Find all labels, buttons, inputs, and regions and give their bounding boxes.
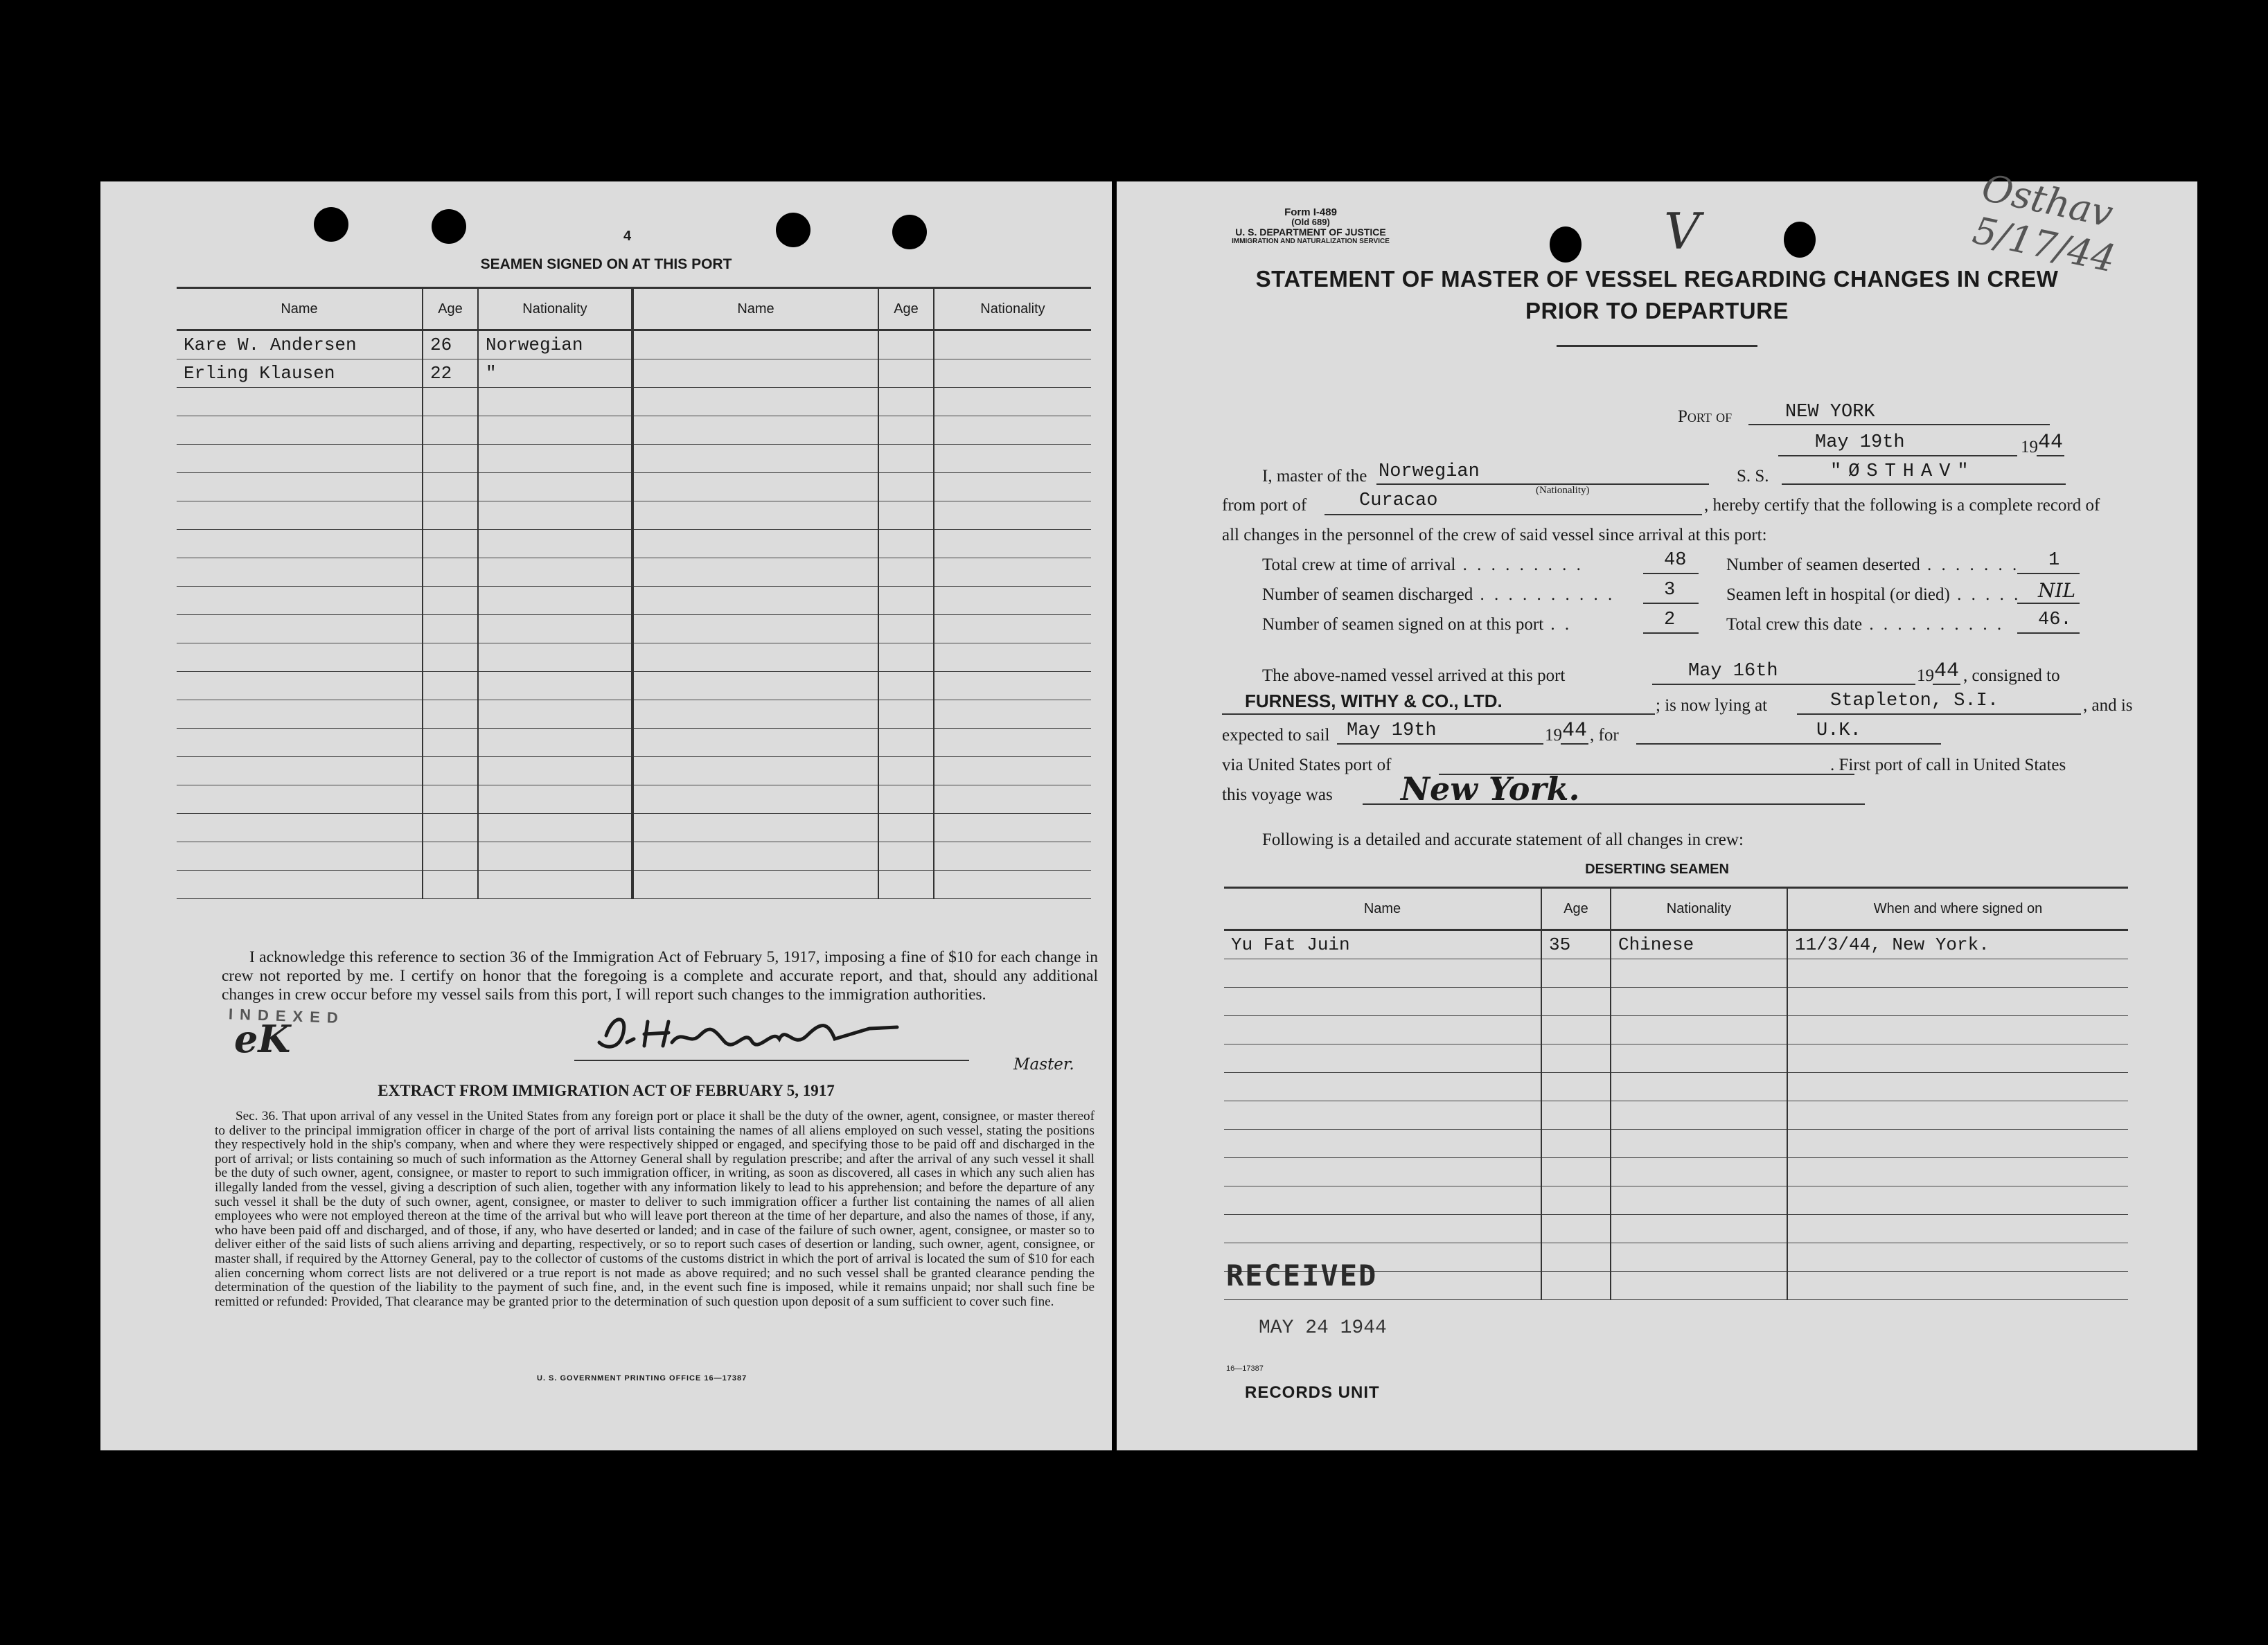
table-row: [1224, 959, 2128, 988]
table-cell: [632, 757, 878, 785]
table-row: [177, 700, 1091, 729]
table-cell: [934, 558, 1091, 587]
table-cell: [632, 416, 878, 445]
deserted-count: 1: [2048, 550, 2060, 571]
table-cell: [632, 672, 878, 700]
table-cell: [1611, 988, 1787, 1016]
from-port-label: from port of: [1222, 496, 1307, 515]
table-cell: [1787, 1186, 2128, 1215]
table-cell: [1541, 1044, 1611, 1073]
table-row: [177, 416, 1091, 445]
table-cell: [1611, 1130, 1787, 1158]
table-cell: 11/3/44, New York.: [1787, 930, 2128, 959]
table-cell: [1541, 1158, 1611, 1186]
table-cell: [423, 814, 478, 842]
table-cell: [177, 757, 423, 785]
table-cell: [934, 473, 1091, 501]
table-cell: [478, 388, 632, 416]
total-today-row: Total crew this date . . . . . . . . . .: [1726, 615, 2005, 634]
table-cell: [177, 700, 423, 729]
table-cell: [878, 785, 934, 814]
table-cell: [478, 871, 632, 899]
table-cell: [632, 615, 878, 643]
column-header: Name: [632, 288, 878, 330]
table-cell: [1787, 1243, 2128, 1272]
column-header: Nationality: [1611, 888, 1787, 930]
records-unit-stamp: RECORDS UNIT: [1245, 1383, 1380, 1402]
table-cell: [934, 842, 1091, 871]
signed-on-table: [177, 287, 1091, 899]
table-cell: [478, 501, 632, 530]
table-cell: [1224, 988, 1541, 1016]
table-row: [177, 785, 1091, 814]
table-cell: Kare W. Andersen: [177, 330, 423, 359]
table-cell: [878, 530, 934, 558]
column-header: Age: [423, 288, 478, 330]
column-header: Nationality: [934, 288, 1091, 330]
indexed-stamp: INDEXED eK: [228, 1005, 346, 1061]
table-row: [177, 672, 1091, 700]
table-row: [1224, 1215, 2128, 1243]
page-number: 4: [623, 229, 632, 244]
table-row: [177, 558, 1091, 587]
first-port-label: . First port of call in United States: [1830, 756, 2066, 774]
ss-label: S. S.: [1737, 467, 1769, 486]
table-row: [177, 330, 1091, 359]
nationality-value: Norwegian: [1379, 461, 1480, 482]
table-row: [1224, 1101, 2128, 1130]
table-cell: [878, 700, 934, 729]
table-cell: [478, 473, 632, 501]
table-cell: [177, 814, 423, 842]
table-cell: [878, 388, 934, 416]
table-cell: [1787, 1130, 2128, 1158]
table-cell: [878, 359, 934, 388]
ship-name: "ØSTHAV": [1830, 461, 1976, 482]
table-cell: [934, 530, 1091, 558]
right-page: Form I-489 (Old 689) U. S. DEPARTMENT OF JUSTICE IMMIGRATION AND NATURALIZATION SERVICE V Osthav 5/17/44 STATEMENT OF MASTER OF VESSEL REGARDING CHANGES IN CREW PRIOR TO DEPARTURE Port of NEW YORK May 19th 19 44 I, master of the Norwegian (Nationality) S. S. "ØSTHAV" from port of Curacao , hereby certify that the following is a complete record of all changes in the personnel of the crew of said vessel since arrival at this port: Total crew at time of arrival . . . . . . . . . 48 Number of seamen deserted . . . . . . . 1 Number of seamen discharged . . . . . . . . . . 3 Seamen left in hospital (or died) . . . . . NIL Number of seamen signed on at this port . . 2 Total crew this date . . . . . . . . . . 46. The above-named vessel arrived at this port May 16th 19 44 , consigned to FURNESS, WITHY & CO., LTD. ; is now lying at Stapleton, S.I. , and is expected to sail May 19th 19 44 , for U.K. via United States port of . First port of call in United States this voyage was New York. Following is a detailed and accurate statement of all changes in crew: DESERTING SEAMEN Name Age Nationality When and where signed on Yu Fat Juin 35 Chinese 11/3/44, New York. RECEIVED MAY 24 1944 16—17387 RECORDS UNIT: [1117, 181, 2197, 1450]
table-cell: [423, 473, 478, 501]
table-cell: [478, 416, 632, 445]
table-cell: [1541, 1073, 1611, 1101]
signed-on-row: Number of seamen signed on at this port . .: [1262, 615, 1572, 634]
table-cell: [423, 643, 478, 672]
table-cell: [423, 416, 478, 445]
table-cell: [177, 643, 423, 672]
table-cell: [1224, 1101, 1541, 1130]
table-cell: 35: [1541, 930, 1611, 959]
table-cell: [1224, 1044, 1541, 1073]
table-cell: [478, 729, 632, 757]
column-header: When and where signed on: [1787, 888, 2128, 930]
port-label: Port of: [1678, 407, 1733, 426]
table-row: [177, 501, 1091, 530]
table-cell: [1611, 1044, 1787, 1073]
table-cell: [423, 388, 478, 416]
table-cell: [1611, 1101, 1787, 1130]
table-cell: [1611, 1186, 1787, 1215]
table-cell: [423, 672, 478, 700]
table-cell: [632, 785, 878, 814]
table-cell: [1787, 988, 2128, 1016]
column-header: Age: [1541, 888, 1611, 930]
table-cell: [878, 558, 934, 587]
acknowledgement-text: I acknowledge this reference to section 36 of the Immigration Act of February 5, 1917, imposing a fine of $10 for each change in crew not reported by me. I certify on honor that the foregoing is a complete and accurate report, and that, should any additional changes in crew occur before my vessel sails from this port, I will report such changes to the immigration authorities.: [222, 948, 1098, 1004]
table-row: [177, 615, 1091, 643]
table-row: [1224, 988, 2128, 1016]
table-cell: [423, 558, 478, 587]
nationality-caption: (Nationality): [1536, 485, 1590, 496]
from-port-value: Curacao: [1359, 490, 1438, 511]
master-of-label: I, master of the: [1262, 467, 1367, 486]
section-36-text: Sec. 36. That upon arrival of any vessel in the United States from any foreign port or place it shall be the duty of the owner, agent, consignee, or master thereof to deliver to the principal immigration officer in charge of the port of arrival lists containing the names of all aliens employed on such vessel, stating the positions they respectively hold in the ship's company, when and where they were respectively shipped or engaged, and specifying those to be paid off and discharged in the port of arrival; or lists containing so much of such information as the Attorney General shall by regulation prescribe; and after the arrival of any such vessel it shall be the duty of such owner, agent, consignee, or master to report to such immigration officer, in writing, as soon as discovered, all cases in which any such alien has illegally landed from the vessel, giving a description of such alien, together with any information likely to lead to his apprehension; and before the departure of any such vessel it shall be the duty of such owner, agent, consignee, or master to deliver to such immigration officer a further list containing the names of all alien employees who were not employed thereon at the time of the arrival but who will leave port thereon at the time of her departure, and also the names of those, if any, who have been paid off and discharged, and of those, if any, who have deserted or landed; and in case of the failure of such owner, agent, consignee, or master so to deliver either of the said lists of such aliens arriving and departing, respectively, or so to report such cases of desertion or landing, such owner, agent, consignee, or master shall, if required by the Attorney General, pay to the collector of customs of the customs district in which the port of arrival is located the sum of $10 for each alien concerning whom correct lists are not delivered or a true report is not made as above required; and no such vessel shall be granted clearance pending the determination of the question of the liability to the payment of such fine, and, in the event such fine is imposed, while it remains unpaid; nor shall such fine be remitted or refunded: Provided, That clearance may be granted prior to the determination of such question upon deposit of a sum sufficient to cover such fine.: [215, 1109, 1095, 1309]
table-row: [1224, 1044, 2128, 1073]
sail-year: 44: [1562, 719, 1588, 743]
table-cell: [878, 757, 934, 785]
via-label: via United States port of: [1222, 756, 1392, 774]
expected-label: expected to sail: [1222, 726, 1330, 745]
table-cell: [934, 729, 1091, 757]
table-cell: [632, 700, 878, 729]
lying-at-label: ; is now lying at: [1656, 696, 1768, 715]
punch-hole: [1784, 222, 1816, 258]
for-label: , for: [1590, 726, 1619, 745]
total-crew-arrival-row: Total crew at time of arrival . . . . . . . . .: [1262, 555, 1584, 574]
and-is-label: , and is: [2083, 696, 2133, 715]
table-cell: [934, 871, 1091, 899]
table-cell: [878, 416, 934, 445]
table-row: [1224, 1073, 2128, 1101]
table-cell: [878, 587, 934, 615]
deserting-title: DESERTING SEAMEN: [1585, 862, 1729, 877]
table-cell: [478, 445, 632, 473]
table-cell: [632, 643, 878, 672]
form-title: STATEMENT OF MASTER OF VESSEL REGARDING CHANGES IN CREW PRIOR TO DEPARTURE: [1255, 266, 2059, 323]
table-cell: [1787, 1073, 2128, 1101]
table-cell: [177, 558, 423, 587]
table-cell: [1224, 1130, 1541, 1158]
table-cell: [632, 814, 878, 842]
table-cell: [1224, 1016, 1541, 1044]
table-cell: [177, 672, 423, 700]
punch-hole: [892, 215, 927, 249]
table-cell: [1787, 1044, 2128, 1073]
table-cell: [177, 587, 423, 615]
table-cell: [1787, 1101, 2128, 1130]
table-cell: [1224, 1186, 1541, 1215]
table-cell: [478, 842, 632, 871]
table-cell: [1787, 1158, 2128, 1186]
table-cell: [478, 587, 632, 615]
total-today: 46.: [2038, 610, 2072, 630]
table-row: [177, 729, 1091, 757]
table-cell: Chinese: [1611, 930, 1787, 959]
table-cell: [177, 615, 423, 643]
table-cell: [423, 842, 478, 871]
sail-date: May 19th: [1347, 720, 1437, 741]
table-cell: [632, 501, 878, 530]
table-cell: [934, 388, 1091, 416]
table-cell: [177, 388, 423, 416]
table-cell: [1611, 1016, 1787, 1044]
check-mark: V: [1664, 202, 1700, 260]
table-cell: [878, 672, 934, 700]
table-cell: [423, 530, 478, 558]
table-cell: [1787, 1016, 2128, 1044]
punch-hole: [776, 213, 810, 247]
port-value: NEW YORK: [1785, 402, 1875, 423]
table-cell: [1541, 1016, 1611, 1044]
table-cell: [478, 643, 632, 672]
table-cell: Norwegian: [478, 330, 632, 359]
consignee-stamp: FURNESS, WITHY & CO., LTD.: [1245, 691, 1503, 711]
table-cell: [934, 445, 1091, 473]
table-cell: [478, 615, 632, 643]
table-cell: [423, 587, 478, 615]
table-cell: [478, 558, 632, 587]
table-cell: [177, 785, 423, 814]
table-cell: [177, 871, 423, 899]
voyage-value: New York.: [1401, 770, 1580, 808]
table-cell: [478, 814, 632, 842]
table-cell: [423, 700, 478, 729]
table-cell: [177, 473, 423, 501]
table-cell: [878, 501, 934, 530]
table-cell: [632, 558, 878, 587]
form-header: Form I-489 (Old 689) U. S. DEPARTMENT OF JUSTICE IMMIGRATION AND NATURALIZATION SERVICE: [1232, 206, 1390, 245]
table-cell: [934, 416, 1091, 445]
table-cell: [1224, 1073, 1541, 1101]
deserting-seamen-table: [1224, 887, 2128, 1300]
destination-value: U.K.: [1816, 720, 1861, 741]
table-cell: [632, 445, 878, 473]
table-row: [1224, 1158, 2128, 1186]
table-cell: [934, 501, 1091, 530]
table-row: [1224, 930, 2128, 959]
table-cell: [878, 445, 934, 473]
table-cell: [423, 501, 478, 530]
table-cell: [1611, 1272, 1787, 1300]
table-cell: [177, 729, 423, 757]
table-row: [177, 445, 1091, 473]
lying-at-value: Stapleton, S.I.: [1830, 691, 1999, 711]
table-cell: [1787, 1215, 2128, 1243]
table-cell: [934, 359, 1091, 388]
table-cell: [478, 757, 632, 785]
table-cell: [878, 643, 934, 672]
discharged-count: 3: [1664, 580, 1676, 601]
table-cell: [177, 416, 423, 445]
extract-title: EXTRACT FROM IMMIGRATION ACT OF FEBRUARY 5, 1917: [378, 1082, 835, 1099]
table-cell: [1611, 959, 1787, 988]
table-cell: [632, 729, 878, 757]
table-cell: [177, 445, 423, 473]
table-cell: [177, 501, 423, 530]
table-cell: [1611, 1158, 1787, 1186]
table-cell: [878, 814, 934, 842]
table-cell: [1224, 1215, 1541, 1243]
signed-on-count: 2: [1664, 610, 1676, 630]
total-crew-arrival: 48: [1664, 550, 1687, 571]
table-cell: [177, 842, 423, 871]
master-signature: [585, 1008, 918, 1056]
table-cell: [423, 729, 478, 757]
table-row: [1224, 1186, 2128, 1215]
table-cell: [934, 757, 1091, 785]
table-cell: [1224, 959, 1541, 988]
column-header: Name: [177, 288, 423, 330]
punch-hole: [314, 207, 348, 242]
table-cell: [632, 330, 878, 359]
table-cell: [478, 672, 632, 700]
table-cell: [632, 473, 878, 501]
table-cell: [878, 615, 934, 643]
date-value: May 19th: [1815, 432, 1905, 453]
table-cell: [1541, 988, 1611, 1016]
year-prefix: 19: [2021, 438, 2038, 456]
table-cell: [1787, 1272, 2128, 1300]
section-title: SEAMEN SIGNED ON AT THIS PORT: [480, 256, 732, 272]
table-cell: [878, 842, 934, 871]
table-cell: [423, 871, 478, 899]
table-cell: ": [478, 359, 632, 388]
table-cell: [478, 785, 632, 814]
discharged-row: Number of seamen discharged . . . . . . . . . .: [1262, 585, 1615, 604]
table-cell: [632, 587, 878, 615]
table-cell: [1224, 1158, 1541, 1186]
table-cell: [423, 757, 478, 785]
table-row: [177, 814, 1091, 842]
table-cell: [1541, 1186, 1611, 1215]
year-value: 44: [2038, 431, 2064, 454]
table-cell: [423, 615, 478, 643]
arrived-date: May 16th: [1688, 661, 1778, 682]
certify-text: , hereby certify that the following is a complete record of: [1704, 496, 2100, 515]
table-cell: [934, 587, 1091, 615]
table-cell: [878, 473, 934, 501]
table-cell: [632, 842, 878, 871]
table-row: [1224, 1130, 2128, 1158]
table-cell: [478, 530, 632, 558]
hospital-row: Seamen left in hospital (or died) . . . . .: [1726, 585, 2021, 604]
form-number: 16—17387: [1226, 1364, 1264, 1373]
table-cell: [1541, 1215, 1611, 1243]
handwritten-corner-note: Osthav 5/17/44: [1969, 166, 2120, 281]
table-cell: [1541, 1101, 1611, 1130]
table-row: [177, 473, 1091, 501]
table-cell: [934, 643, 1091, 672]
table-cell: [878, 871, 934, 899]
punch-hole: [432, 209, 466, 244]
table-cell: [934, 615, 1091, 643]
table-cell: [1541, 959, 1611, 988]
table-cell: [878, 330, 934, 359]
table-cell: [1611, 1215, 1787, 1243]
master-label: Master.: [1013, 1056, 1074, 1074]
hospital-count: NIL: [2038, 579, 2076, 602]
table-cell: [632, 359, 878, 388]
table-cell: [934, 700, 1091, 729]
table-cell: 22: [423, 359, 478, 388]
table-cell: [878, 729, 934, 757]
left-page: [100, 181, 1112, 1450]
table-cell: [1787, 959, 2128, 988]
table-cell: [1541, 1272, 1611, 1300]
printing-office: U. S. GOVERNMENT PRINTING OFFICE 16—17387: [537, 1374, 747, 1382]
column-header: Name: [1224, 888, 1541, 930]
table-row: [177, 587, 1091, 615]
table-cell: Yu Fat Juin: [1224, 930, 1541, 959]
table-cell: [177, 530, 423, 558]
deserted-row: Number of seamen deserted . . . . . . .: [1726, 555, 2020, 574]
table-cell: [423, 785, 478, 814]
table-row: [177, 757, 1091, 785]
voyage-label: this voyage was: [1222, 785, 1333, 804]
table-cell: [478, 700, 632, 729]
table-cell: [1541, 1243, 1611, 1272]
table-row: [177, 359, 1091, 388]
table-cell: 26: [423, 330, 478, 359]
table-cell: [632, 388, 878, 416]
received-date: MAY 24 1944: [1259, 1317, 1387, 1339]
received-stamp: RECEIVED: [1226, 1259, 1378, 1292]
table-cell: [934, 785, 1091, 814]
table-cell: [1541, 1130, 1611, 1158]
table-row: [177, 530, 1091, 558]
table-row: [1224, 1016, 2128, 1044]
table-cell: [423, 445, 478, 473]
arrived-label: The above-named vessel arrived at this port: [1262, 666, 1566, 685]
table-cell: [632, 871, 878, 899]
column-header: Age: [878, 288, 934, 330]
punch-hole: [1550, 226, 1582, 263]
arrived-year: 44: [1934, 659, 1960, 683]
following-text: Following is a detailed and accurate statement of all changes in crew:: [1262, 830, 1744, 849]
column-header: Nationality: [478, 288, 632, 330]
table-row: [177, 871, 1091, 899]
table-cell: Erling Klausen: [177, 359, 423, 388]
table-cell: [934, 672, 1091, 700]
table-row: [177, 842, 1091, 871]
table-row: [177, 643, 1091, 672]
table-cell: [934, 814, 1091, 842]
table-cell: [1611, 1243, 1787, 1272]
table-cell: [1611, 1073, 1787, 1101]
certify-line2: all changes in the personnel of the crew of said vessel since arrival at this port:: [1222, 526, 1767, 544]
table-cell: [632, 530, 878, 558]
consigned-label: , consigned to: [1963, 666, 2060, 685]
table-row: [177, 388, 1091, 416]
table-cell: [934, 330, 1091, 359]
